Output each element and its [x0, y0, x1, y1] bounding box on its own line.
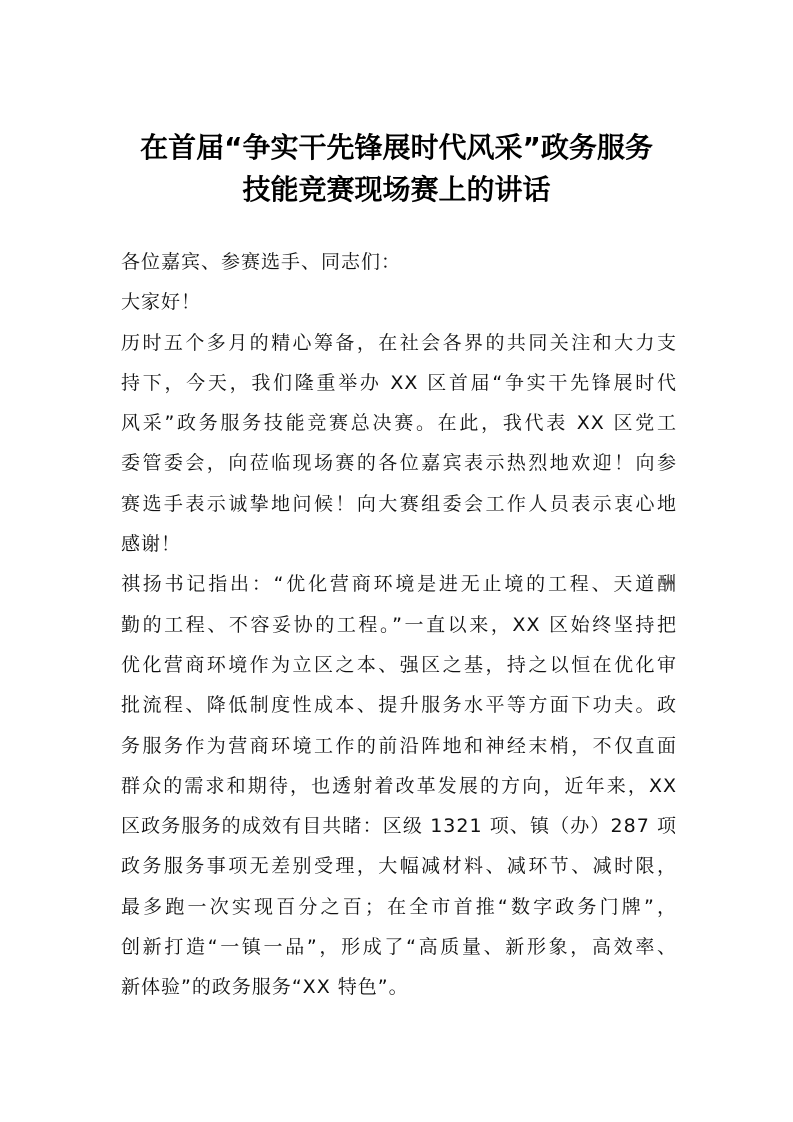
- text-line: 委管委会，向莅临现场赛的各位嘉宾表示热烈地欢迎！向参: [121, 452, 677, 475]
- text-line: 区政务服务的成效有目共睹：区级 1321 项、镇（办）287 项: [121, 815, 677, 838]
- document-body: [121, 242, 677, 1008]
- document-title-line-2: 技能竞赛现场赛上的讲话: [242, 173, 551, 206]
- text-line: 赛选手表示诚挚地问候！向大赛组委会工作人员表示衷心地: [121, 492, 677, 515]
- text-line: 创新打造“一镇一品”，形成了“高质量、新形象，高效率、: [121, 936, 677, 959]
- text-line: 政务服务事项无差别受理，大幅减材料、减环节、减时限，: [121, 855, 677, 878]
- text-line: 各位嘉宾、参赛选手、同志们：: [121, 251, 402, 273]
- text-line: 历时五个多月的精心筹备，在社会各界的共同关注和大力支: [121, 331, 677, 354]
- text-line: 批流程、降低制度性成本、提升服务水平等方面下功夫。政: [121, 694, 677, 717]
- text-line: 务服务作为营商环境工作的前沿阵地和神经末梢，不仅直面: [121, 734, 677, 757]
- text-line: 持下，今天，我们隆重举办 XX 区首届“争实干先锋展时代: [121, 371, 677, 394]
- text-line: 感谢！: [121, 533, 182, 556]
- document-title-line-1: 在首届“争实干先锋展时代风采”政务服务: [140, 131, 653, 164]
- text-line: 祺扬书记指出：“优化营商环境是进无止境的工程、天道酬: [121, 573, 677, 596]
- text-line: 群众的需求和期待，也透射着改革发展的方向，近年来，XX: [121, 774, 677, 797]
- text-line: 最多跑一次实现百分之百；在全市首推“数字政务门牌”，: [121, 895, 677, 918]
- text-line: 勤的工程、不容妥协的工程。”一直以来，XX 区始终坚持把: [121, 613, 677, 636]
- text-line: 大家好！: [121, 291, 202, 314]
- text-line: 风采”政务服务技能竞赛总决赛。在此，我代表 XX 区党工: [121, 412, 677, 435]
- text-line: 优化营商环境作为立区之本、强区之基，持之以恒在优化审: [121, 653, 677, 676]
- text-line: 新体验”的政务服务“XX 特色”。: [121, 976, 409, 999]
